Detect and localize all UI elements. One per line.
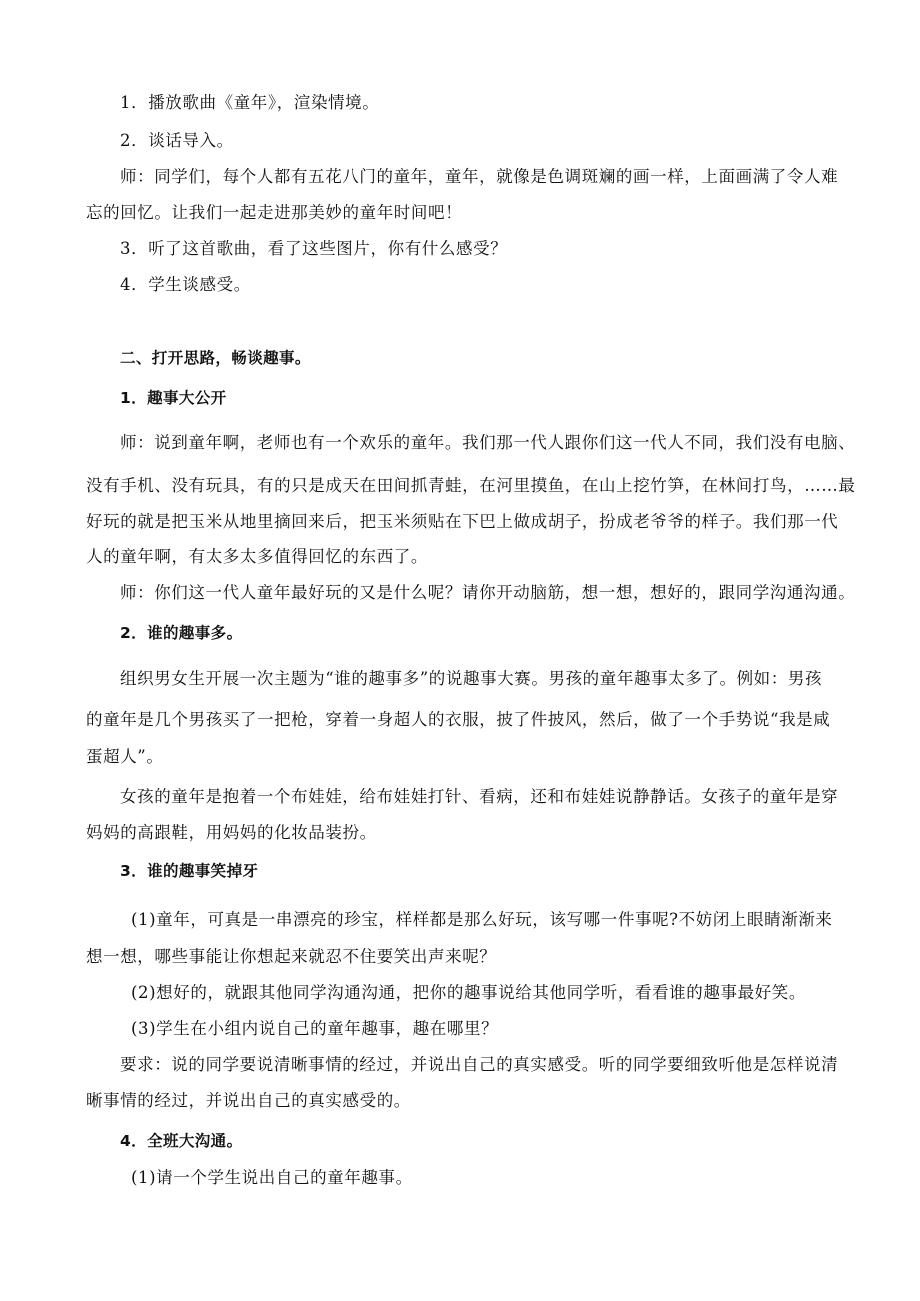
boys-paragraph-line-1: 组织男女生开展一次主题为“谁的趣事多”的说趣事大赛。男孩的童年趣事太多了。例如：男孩 bbox=[120, 669, 823, 688]
requirement-line-2: 晰事情的经过，并说出自己的真实感受的。 bbox=[86, 1091, 411, 1110]
section-heading-2: 二、打开思路，畅谈趣事。 bbox=[120, 349, 311, 367]
teacher-story-line-3: 好玩的就是把玉米从地里摘回来后，把玉米须贴在下巴上做成胡子，扮成老爷爷的样子。我们那一代 bbox=[86, 512, 839, 531]
subheading-fun-story-reveal: 1．趣事大公开 bbox=[120, 389, 227, 407]
teacher-question-line: 师：你们这一代人童年最好玩的又是什么呢？请你开动脑筋，想一想，想好的，跟同学沟通沟通。 bbox=[120, 583, 856, 602]
teacher-story-line-2: 没有手机、没有玩具，有的只是成天在田间抓青蛙，在河里摸鱼，在山上挖竹笋，在林间打鸟，……最 bbox=[86, 476, 856, 495]
teacher-intro-line-2: 忘的回忆。让我们一起走进那美妙的童年时间吧！ bbox=[86, 203, 463, 222]
boys-paragraph-line-3: 蛋超人”。 bbox=[86, 747, 164, 766]
requirement-line-1: 要求：说的同学要说清晰事情的经过，并说出自己的真实感受。听的同学要细致听他是怎样说清 bbox=[120, 1055, 839, 1074]
subheading-class-sharing: 4．全班大沟通。 bbox=[120, 1132, 243, 1150]
item-2-line: (2)想好的，就跟其他同学沟通沟通，把你的趣事说给其他同学听，看看谁的趣事最好笑。 bbox=[131, 983, 806, 1002]
girls-paragraph-line-2: 妈妈的高跟鞋，用妈妈的化妆品装扮。 bbox=[86, 823, 377, 842]
item-1-line-1: (1)童年，可真是一串漂亮的珍宝，样样都是那么好玩，该写哪一件事呢?不妨闭上眼睛渐渐来 bbox=[131, 910, 833, 929]
intro-step-4: 4．学生谈感受。 bbox=[120, 275, 251, 294]
item-1-line-2: 想一想，哪些事能让你想起来就忍不住要笑出声来呢？ bbox=[86, 947, 497, 966]
class-sharing-item-1: (1)请一个学生说出自己的童年趣事。 bbox=[131, 1168, 413, 1187]
teacher-story-line-4: 人的童年啊，有太多太多值得回忆的东西了。 bbox=[86, 547, 428, 566]
subheading-funniest-story: 3．谁的趣事笑掉牙 bbox=[120, 862, 259, 880]
teacher-intro-line-1: 师：同学们，每个人都有五花八门的童年，童年，就像是色调斑斓的画一样，上面画满了令人难 bbox=[120, 167, 839, 186]
subheading-who-has-more: 2．谁的趣事多。 bbox=[120, 624, 243, 642]
intro-step-1: 1．播放歌曲《童年》，渲染情境。 bbox=[120, 93, 380, 112]
intro-step-2: 2．谈话导入。 bbox=[120, 131, 234, 150]
teacher-story-line-1: 师：说到童年啊，老师也有一个欢乐的童年。我们那一代人跟你们这一代人不同，我们没有电脑、 bbox=[120, 433, 856, 452]
boys-paragraph-line-2: 的童年是几个男孩买了一把枪，穿着一身超人的衣服，披了件披风，然后，做了一个手势说“我是咸 bbox=[86, 710, 831, 729]
girls-paragraph-line-1: 女孩的童年是抱着一个布娃娃，给布娃娃打针、看病，还和布娃娃说静静话。女孩子的童年是穿 bbox=[120, 787, 839, 806]
item-3-line: (3)学生在小组内说自己的童年趣事，趣在哪里？ bbox=[131, 1019, 499, 1038]
intro-step-3: 3．听了这首歌曲，看了这些图片，你有什么感受？ bbox=[120, 239, 508, 258]
